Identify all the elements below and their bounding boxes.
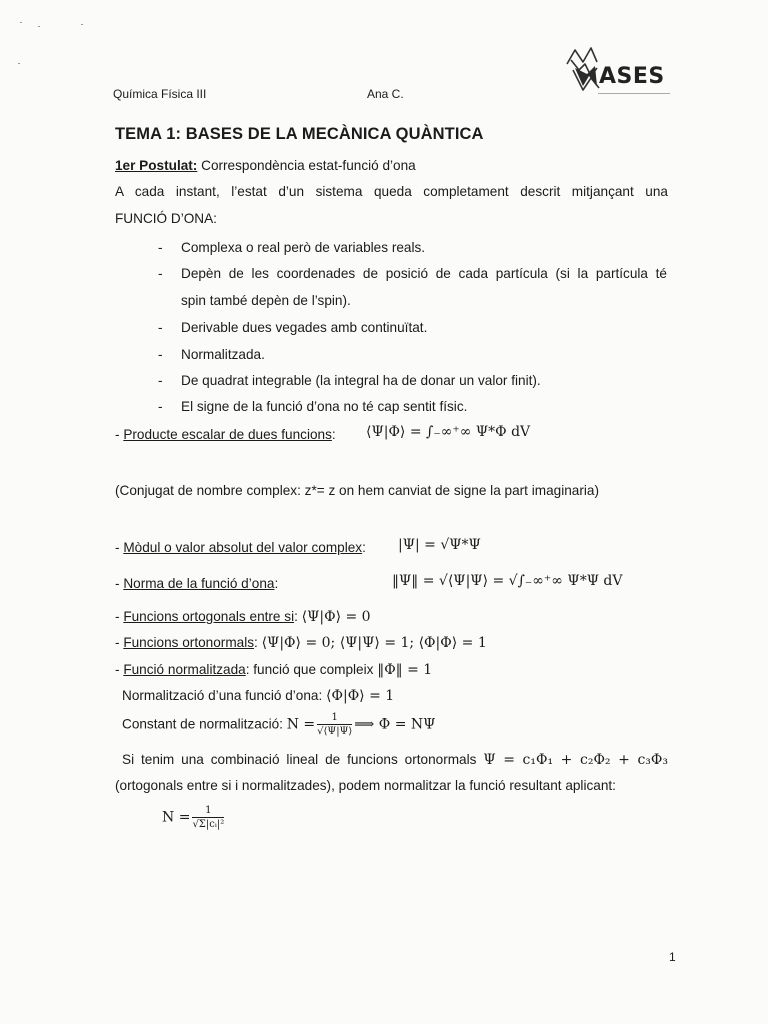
- normalized-text: : funció que compleix: [245, 662, 378, 677]
- author-name: Ana C.: [367, 87, 404, 101]
- intro-paragraph-line: A cada instant, l’estat d’un sistema queda completament descrit mitjançant una: [115, 184, 668, 199]
- orthonormal-line: - Funcions ortonormals: ⟨Ψ|Φ⟩ = 0; ⟨Ψ|Ψ⟩ = 1; ⟨Φ|Φ⟩ = 1: [115, 635, 487, 651]
- bullet-item: Normalitzada.: [181, 347, 265, 362]
- bullet-dash: -: [158, 320, 163, 335]
- scan-speck: [18, 63, 20, 64]
- normalization-formula: ⟨Φ|Φ⟩ = 1: [326, 688, 395, 704]
- bullet-item: Derivable dues vegades amb continuïtat.: [181, 320, 428, 335]
- constant-denominator: √⟨Ψ|Ψ⟩: [317, 726, 353, 737]
- constant-rhs: ⟹ Φ = NΨ: [354, 716, 436, 733]
- page-title: TEMA 1: BASES DE LA MECÀNICA QUÀNTICA: [115, 125, 484, 143]
- modulus-formula: |Ψ| = √Ψ*Ψ: [398, 537, 481, 553]
- normalized-line: - Funció normalitzada: funció que compleix ‖Φ‖ = 1: [115, 662, 433, 678]
- bullet-item: Depèn de les coordenades de posició de cada partícula (si la partícula té: [181, 266, 667, 281]
- norm-formula: ‖Ψ‖ = √⟨Ψ|Ψ⟩ = √∫₋∞⁺∞ Ψ*Ψ dV: [392, 573, 623, 589]
- orthonormal-formula: ⟨Ψ|Φ⟩ = 0; ⟨Ψ|Ψ⟩ = 1; ⟨Φ|Φ⟩ = 1: [261, 635, 487, 651]
- final-fraction: [192, 805, 224, 831]
- bullet-dash: -: [158, 373, 163, 388]
- scan-speck: [38, 26, 40, 27]
- scan-speck: [20, 22, 22, 23]
- bullet-item: El signe de la funció d’ona no té cap sentit físic.: [181, 399, 468, 414]
- final-lhs: N =: [162, 809, 191, 826]
- scalar-product-formula: ⟨Ψ|Φ⟩ = ∫₋∞⁺∞ Ψ*Φ dV: [366, 424, 531, 440]
- norm-label: Norma de la funció d’ona: [123, 576, 275, 591]
- postulate-text: Correspondència estat-funció d’ona: [197, 158, 416, 173]
- scalar-product-line: - Producte escalar de dues funcions:: [115, 427, 336, 442]
- normalization-line: [122, 688, 394, 704]
- norm-line: - Norma de la funció d’ona:: [115, 576, 279, 591]
- logo-tagline: [598, 91, 670, 96]
- orthogonal-label: Funcions ortogonals entre si: [123, 609, 295, 624]
- conjugate-note: (Conjugat de nombre complex: z*= z on hem canviat de signe la part imaginaria): [115, 483, 599, 498]
- normalized-label: Funció normalitzada: [123, 662, 246, 677]
- final-denominator: √Σ|cᵢ|²: [192, 819, 225, 830]
- logo-text: ASES: [599, 64, 665, 89]
- intro-paragraph-line: FUNCIÓ D’ONA:: [115, 211, 217, 226]
- constant-line: [122, 712, 435, 738]
- bullet-item: De quadrat integrable (la integral ha de donar un valor finit).: [181, 373, 541, 388]
- bullet-dash: -: [158, 240, 163, 255]
- final-formula-line: [162, 805, 226, 831]
- combination-line: [122, 752, 668, 768]
- bullet-dash: -: [158, 399, 163, 414]
- postulate-line: [115, 158, 416, 173]
- orthogonal-formula: ⟨Ψ|Φ⟩ = 0: [301, 609, 371, 625]
- constant-numerator: 1: [317, 712, 352, 725]
- scalar-product-label: Producte escalar de dues funcions: [123, 427, 332, 442]
- orthonormal-label: Funcions ortonormals: [123, 635, 255, 650]
- modulus-label: Mòdul o valor absolut del valor complex: [123, 540, 363, 555]
- bullet-dash: -: [158, 347, 163, 362]
- constant-fraction: [317, 712, 352, 738]
- modulus-line: - Mòdul o valor absolut del valor complex:: [115, 540, 366, 555]
- final-numerator: 1: [192, 805, 224, 818]
- constant-text: Constant de normalització:: [122, 716, 287, 732]
- page-number: 1: [669, 950, 676, 964]
- combination-formula: Ψ = c₁Φ₁ + c₂Φ₂ + c₃Φ₃: [483, 752, 668, 768]
- normalized-formula: ‖Φ‖ = 1: [377, 662, 433, 678]
- normalization-text: Normalització d’una funció d’ona:: [122, 688, 327, 703]
- orthogonal-line: - Funcions ortogonals entre si: ⟨Ψ|Φ⟩ = 0: [115, 609, 371, 625]
- scan-speck: [81, 24, 83, 25]
- constant-lhs: N =: [286, 716, 316, 733]
- bullet-item-continued: spin també depèn de l’spin).: [181, 293, 351, 308]
- combination-text: Si tenim una combinació lineal de funcions ortonormals: [122, 752, 484, 767]
- combination-line: (ortogonals entre si i normalitzades), podem normalitzar la funció resultant aplicant:: [115, 778, 616, 793]
- course-name: Química Física III: [113, 87, 207, 101]
- postulate-label: 1er Postulat:: [115, 158, 198, 173]
- bullet-dash: -: [158, 266, 163, 281]
- bullet-item: Complexa o real però de variables reals.: [181, 240, 426, 255]
